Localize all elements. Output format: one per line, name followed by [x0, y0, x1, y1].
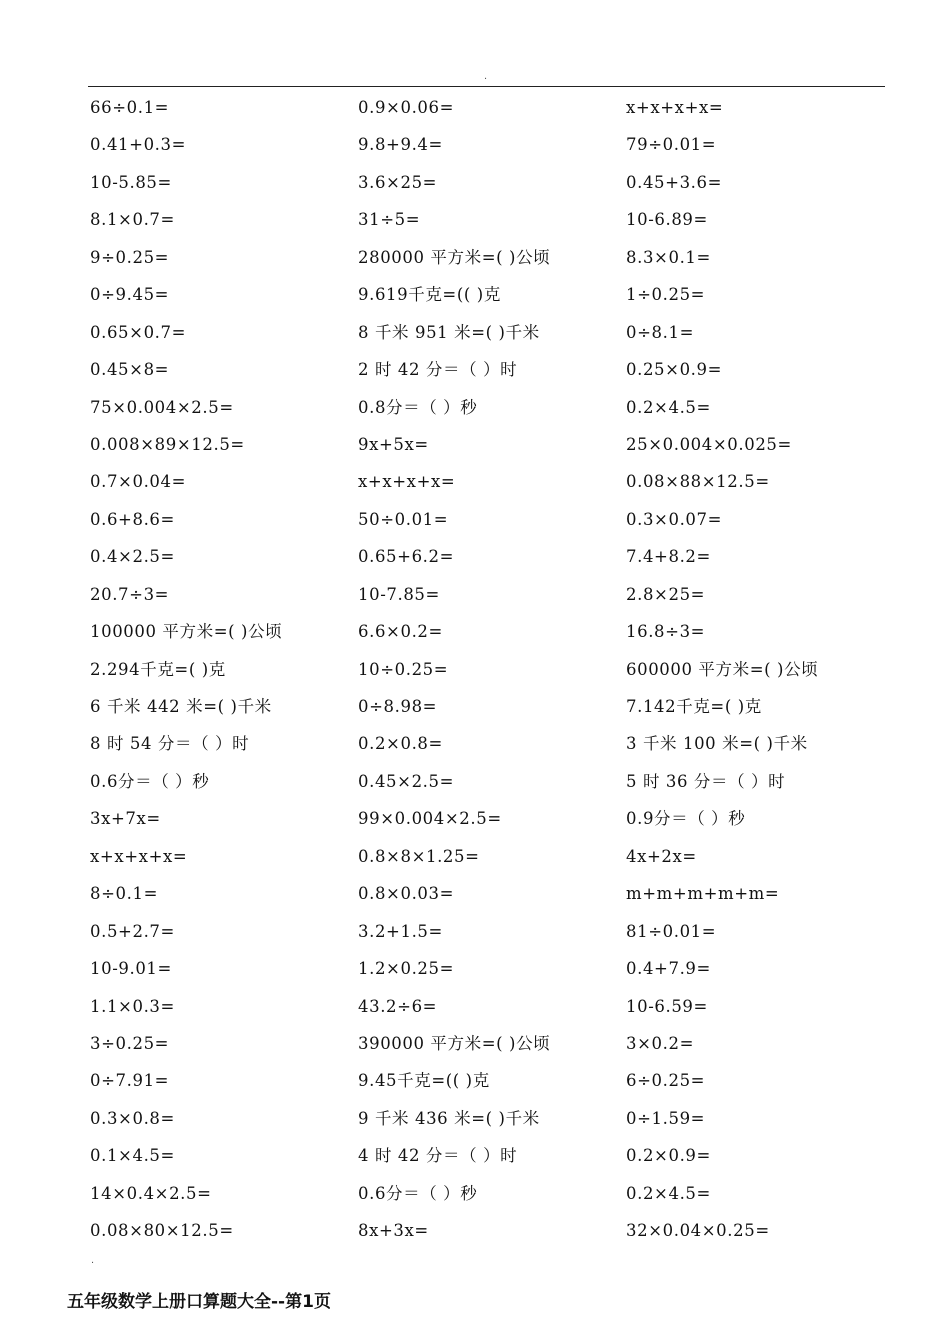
problem-item: 0.6分＝（ ）秒 [90, 771, 210, 791]
problem-item: 9 千米 436 米=( )千米 [358, 1108, 540, 1128]
problem-item: 20.7÷3= [90, 584, 170, 604]
problem-item: 2.8×25= [626, 584, 706, 604]
problem-item: 43.2÷6= [358, 996, 438, 1016]
problem-item: 0.1×4.5= [90, 1146, 175, 1166]
problem-item: 0.3×0.07= [626, 509, 723, 529]
problem-item: 9.8+9.4= [358, 135, 443, 155]
problem-item: 10-9.01= [90, 959, 172, 979]
problem-item: 0.08×88×12.5= [626, 472, 770, 492]
problem-item: 0.25×0.9= [626, 360, 723, 380]
problem-item: 8.1×0.7= [90, 210, 175, 230]
problem-item: x+x+x+x= [358, 472, 456, 492]
problem-item: 0.45×8= [90, 360, 170, 380]
header-dot: . [484, 70, 488, 82]
problem-item: 0.7×0.04= [90, 472, 187, 492]
problem-item: 8.3×0.1= [626, 247, 711, 267]
problem-item: 10-7.85= [358, 584, 440, 604]
problem-item: 600000 平方米=( )公顷 [626, 659, 819, 679]
problem-item: 10-6.89= [626, 210, 708, 230]
problem-item: 100000 平方米=( )公顷 [90, 622, 283, 642]
problem-item: 0.4+7.9= [626, 959, 711, 979]
footer-dot: . [91, 1254, 95, 1266]
problem-item: 0.2×4.5= [626, 397, 711, 417]
problem-column-1 [90, 89, 345, 1250]
problem-item: 5 时 36 分＝（ ）时 [626, 771, 786, 791]
problem-item: 7.4+8.2= [626, 547, 711, 567]
problem-item: 0.65+6.2= [358, 547, 455, 567]
problem-item: 2.294千克=( )克 [90, 659, 226, 679]
problem-item: 8 时 54 分＝（ ）时 [90, 734, 250, 754]
problem-item: 0.65×0.7= [90, 322, 187, 342]
problem-column-3 [626, 89, 886, 1250]
problem-item: 66÷0.1= [90, 98, 170, 117]
page-footer: 五年级数学上册口算题大全--第1页 [67, 1292, 331, 1312]
problem-item: 6.6×0.2= [358, 622, 443, 642]
problem-item: 0.8分＝（ ）秒 [358, 397, 478, 417]
problem-item: x+x+x+x= [626, 98, 724, 117]
problem-item: 8 千米 951 米=( )千米 [358, 322, 540, 342]
problem-item: 0.41+0.3= [90, 135, 187, 155]
problem-item: 6÷0.25= [626, 1071, 706, 1091]
problem-item: 0.45×2.5= [358, 771, 455, 791]
problem-item: 1.2×0.25= [358, 959, 455, 979]
problem-item: 0.8×0.03= [358, 884, 455, 904]
problem-item: 9.619千克=(( )克 [358, 285, 501, 305]
problem-item: 50÷0.01= [358, 509, 449, 529]
problem-item: 10-6.59= [626, 996, 708, 1016]
problem-item: 7.142千克=( )克 [626, 697, 762, 716]
problem-item: 6 千米 442 米=( )千米 [90, 697, 272, 716]
problem-item: 0.6+8.6= [90, 509, 175, 529]
problem-item: 3x+7x= [90, 809, 161, 829]
problem-item: 8÷0.1= [90, 884, 158, 904]
problem-item: 3.2+1.5= [358, 921, 443, 941]
problem-item: 0÷7.91= [90, 1071, 170, 1091]
problem-item: 0.2×0.8= [358, 734, 443, 754]
problem-item: 31÷5= [358, 210, 421, 230]
problem-item: 390000 平方米=( )公顷 [358, 1033, 551, 1053]
problem-item: 25×0.004×0.025= [626, 434, 792, 454]
problem-item: 8x+3x= [358, 1221, 429, 1241]
problem-item: 0÷1.59= [626, 1108, 706, 1128]
problem-item: 0.2×0.9= [626, 1146, 711, 1166]
problem-item: 4 时 42 分＝（ ）时 [358, 1146, 518, 1166]
problem-item: 0.45+3.6= [626, 172, 723, 192]
problem-item: 9÷0.25= [90, 247, 170, 267]
problem-item: 0.08×80×12.5= [90, 1221, 234, 1241]
problem-item: x+x+x+x= [90, 846, 188, 866]
problem-item: 3 千米 100 米=( )千米 [626, 734, 808, 754]
problem-item: 0.8×8×1.25= [358, 846, 480, 866]
problem-item: 0.9分＝（ ）秒 [626, 809, 746, 829]
header-rule [88, 86, 885, 87]
problem-item: 10÷0.25= [358, 659, 449, 679]
problem-item: 99×0.004×2.5= [358, 809, 502, 829]
problem-item: 16.8÷3= [626, 622, 706, 642]
problem-item: 0.6分＝（ ）秒 [358, 1183, 478, 1203]
problem-item: 280000 平方米=( )公顷 [358, 247, 551, 267]
problem-item: m+m+m+m+m= [626, 884, 780, 904]
problem-item: 3×0.2= [626, 1033, 694, 1053]
problem-item: 2 时 42 分＝（ ）时 [358, 360, 518, 380]
problem-item: 9x+5x= [358, 434, 429, 454]
problem-item: 10-5.85= [90, 172, 172, 192]
problem-item: 32×0.04×0.25= [626, 1221, 770, 1241]
problem-item: 79÷0.01= [626, 135, 717, 155]
problem-item: 0.008×89×12.5= [90, 434, 245, 454]
problem-item: 0÷8.1= [626, 322, 694, 342]
problem-item: 81÷0.01= [626, 921, 717, 941]
problem-item: 4x+2x= [626, 846, 697, 866]
problem-item: 9.45千克=(( )克 [358, 1071, 490, 1091]
problem-item: 0.2×4.5= [626, 1183, 711, 1203]
problem-item: 1÷0.25= [626, 285, 706, 305]
problem-item: 0.3×0.8= [90, 1108, 175, 1128]
problem-item: 3÷0.25= [90, 1033, 170, 1053]
problem-item: 0.5+2.7= [90, 921, 175, 941]
problem-column-2 [358, 89, 613, 1250]
problem-item: 75×0.004×2.5= [90, 397, 234, 417]
problem-item: 0÷9.45= [90, 285, 170, 305]
problem-item: 3.6×25= [358, 172, 438, 192]
problem-item: 0÷8.98= [358, 697, 438, 716]
problem-item: 14×0.4×2.5= [90, 1183, 212, 1203]
problem-item: 0.9×0.06= [358, 98, 455, 117]
problem-item: 0.4×2.5= [90, 547, 175, 567]
problem-item: 1.1×0.3= [90, 996, 175, 1016]
